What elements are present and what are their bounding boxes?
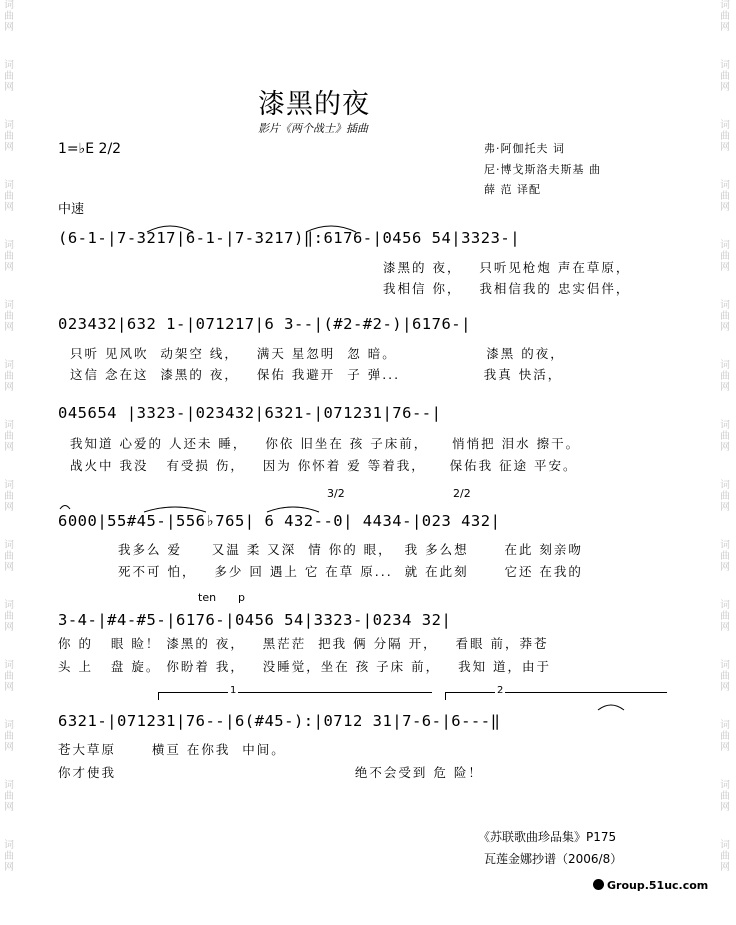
tenuto-mark: ten — [198, 591, 217, 604]
watermark-text: 词曲网 — [4, 720, 14, 753]
lyric-line: 你 的 眼 睑！ 漆黑的 夜， 黑茫茫 把我 俩 分隔 开， 看眼 前，莽苍 — [58, 636, 549, 651]
watermark-text: 词曲网 — [720, 720, 730, 753]
watermark-text: 词曲网 — [4, 0, 14, 33]
watermark-text: 词曲网 — [720, 480, 730, 513]
lyric-line: 我多么 爱 又温 柔 又深 情 你的 眼， 我 多么想 在此 刻亲吻 — [118, 542, 583, 557]
watermark-text: 词曲网 — [4, 180, 14, 213]
lyric-line: 只听 见风吹 动架空 线， 满天 星忽明 忽 暗。 漆黑 的夜， — [70, 346, 565, 361]
watermark-text: 词曲网 — [720, 840, 730, 873]
volta-bracket-first — [158, 685, 432, 696]
watermark-text: 词曲网 — [4, 60, 14, 93]
site-name: Group.51uc.com — [607, 879, 709, 892]
watermark-text: 词曲网 — [4, 240, 14, 273]
lyric-line: 这信 念在这 漆黑的 夜， 保佑 我避开 子 弹... 我真 快活， — [70, 367, 563, 382]
time-change-mark: 2/2 — [453, 487, 471, 500]
tie-slur — [58, 502, 72, 510]
watermark-text: 词曲网 — [4, 300, 14, 333]
lyric-line: 我知道 心爱的 人还未 睡， 你依 旧坐在 孩 子床前， 悄悄把 泪水 擦干。 — [70, 436, 581, 451]
lyric-line: 苍大草原 横亘 在你我 中间。 — [58, 742, 286, 757]
watermark-text: 词曲网 — [720, 780, 730, 813]
credit-composer: 尼·博戈斯洛夫斯基 曲 — [484, 163, 601, 176]
score-row-1: (6-1-|7-3217|6-1-|7-3217)‖:6176-|0456 54|3323-| — [58, 229, 521, 247]
lyric-line: 你才使我 绝不会受到 危 险！ — [58, 765, 483, 780]
score-row-3: 045654 |3323-|023432|6321-|071231|76--| — [58, 404, 442, 422]
volta-bracket-second — [445, 685, 667, 696]
logo-icon — [593, 879, 604, 890]
score-row-2: 023432|632 1-|071217|6 3--|(#2-#2-)|6176-| — [58, 315, 471, 333]
lyric-line: 头 上 盘 旋。 你盼着 我， 没睡觉，坐在 孩 子床 前， 我知 道，由于 — [58, 659, 552, 674]
volta-number: 2 — [497, 685, 504, 696]
volta-edge — [445, 692, 446, 700]
copyist-note: 瓦莲金娜抄谱（2006/8） — [484, 852, 623, 866]
watermark-text: 词曲网 — [720, 180, 730, 213]
lyric-line: 漆黑的 夜， 只听见枪炮 声在草原， — [383, 260, 631, 275]
tie-slur — [596, 700, 626, 712]
watermark-text: 词曲网 — [4, 480, 14, 513]
watermark-text: 词曲网 — [4, 840, 14, 873]
score-row-4: 6000|55#45-|556♭765| 6 432--0| 4434-|023 432| — [58, 512, 501, 530]
watermark-text: 词曲网 — [720, 420, 730, 453]
score-row-5: 3-4-|#4-#5-|6176-|0456 54|3323-|0234 32| — [58, 611, 452, 629]
watermark-text: 词曲网 — [4, 120, 14, 153]
watermark-text: 词曲网 — [4, 600, 14, 633]
watermark-text: 词曲网 — [720, 120, 730, 153]
watermark-text: 词曲网 — [720, 600, 730, 633]
watermark-text: 词曲网 — [720, 240, 730, 273]
credit-lyricist: 弗·阿伽托夫 词 — [484, 142, 565, 155]
watermark-text: 词曲网 — [720, 300, 730, 333]
lyric-line: 战火中 我没 有受损 伤， 因为 你怀着 爱 等着我， 保佑我 征途 平安。 — [70, 458, 578, 473]
key-signature: 1=♭E 2/2 — [58, 141, 122, 157]
song-subtitle: 影片《两个战士》插曲 — [258, 122, 368, 135]
lyric-line: 我相信 你， 我相信我的 忠实侣伴， — [383, 281, 631, 296]
piano-dynamic-mark: p — [238, 591, 245, 604]
lyric-line: 死不可 怕， 多少 回 遇上 它 在草 原... 就 在此刻 它还 在我的 — [118, 564, 583, 579]
volta-number: 1 — [230, 685, 237, 696]
watermark-text: 词曲网 — [720, 60, 730, 93]
volta-edge — [158, 692, 159, 700]
watermark-text: 词曲网 — [4, 420, 14, 453]
song-title: 漆黑的夜 — [258, 89, 370, 120]
watermark-text: 词曲网 — [4, 540, 14, 573]
score-row-6: 6321-|071231|76--|6(#45-):|0712 31|7-6-|6---‖ — [58, 712, 501, 730]
watermark-text: 词曲网 — [4, 780, 14, 813]
watermark-text: 词曲网 — [720, 540, 730, 573]
watermark-text: 词曲网 — [4, 360, 14, 393]
watermark-text: 词曲网 — [720, 360, 730, 393]
credit-translator: 薛 范 译配 — [484, 183, 541, 196]
source-note: 《苏联歌曲珍品集》P175 — [478, 830, 617, 844]
watermark-text: 词曲网 — [720, 0, 730, 33]
time-change-mark: 3/2 — [327, 487, 345, 500]
tempo-marking: 中速 — [58, 202, 85, 217]
site-logo — [593, 879, 708, 892]
watermark-text: 词曲网 — [4, 660, 14, 693]
watermark-text: 词曲网 — [720, 660, 730, 693]
